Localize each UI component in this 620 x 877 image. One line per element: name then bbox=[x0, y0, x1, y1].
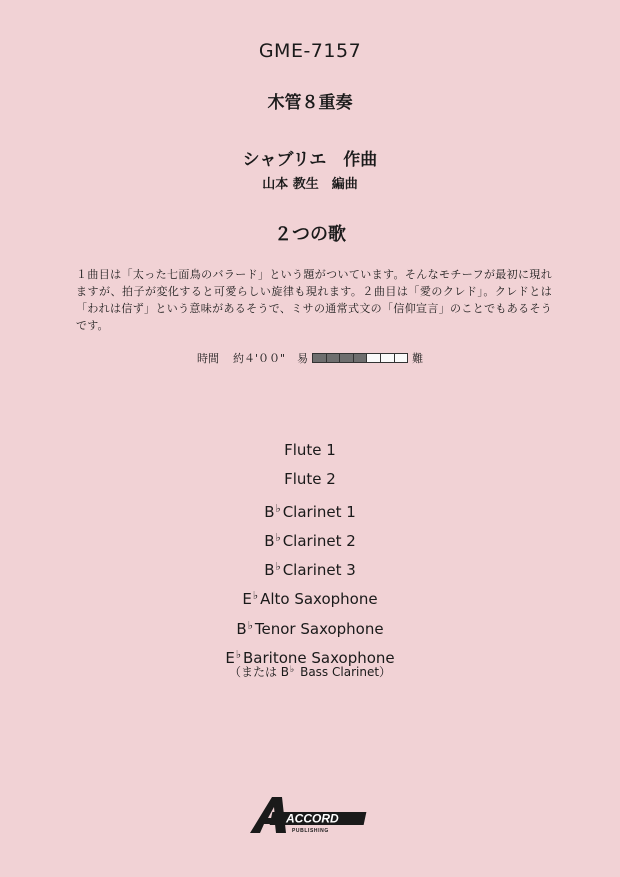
performance-info bbox=[197, 350, 423, 366]
flat-icon: ♭ bbox=[235, 648, 242, 662]
difficulty-segment bbox=[367, 354, 381, 362]
difficulty-segment bbox=[313, 354, 327, 362]
flat-icon: ♭ bbox=[252, 589, 259, 603]
note-instrument: Bass Clarinet bbox=[300, 665, 380, 679]
difficulty-segment bbox=[395, 354, 408, 362]
arranger-credit: 山本 教生 編曲 bbox=[262, 177, 358, 192]
instrument-key: B bbox=[264, 561, 275, 580]
accord-publishing-logo bbox=[246, 795, 374, 835]
instrument-item bbox=[0, 467, 620, 496]
instrument-name: Clarinet 3 bbox=[282, 561, 356, 580]
instrument-name: Clarinet 2 bbox=[282, 531, 356, 550]
instrument-item bbox=[0, 526, 620, 555]
description-text: １曲目は「太った七面鳥のバラード」という題がついています。そんなモチーフが最初に現れますが、拍子が変化すると可愛らしい旋律も現れます。２曲目は「愛のクレド」。クレドとは「われは信ず」という意味があるそうで、ミサの通常式文の「信仰宣言」のことでもあるそうです。 bbox=[76, 268, 552, 332]
instrument-key: E bbox=[225, 649, 235, 668]
instrument-key: B bbox=[264, 502, 275, 521]
note-suffix: ） bbox=[379, 665, 392, 679]
composer-credit: シャブリエ 作曲 bbox=[242, 150, 378, 170]
difficulty-segment bbox=[354, 354, 368, 362]
instrument-key: B bbox=[264, 531, 275, 550]
instrument-name: Baritone Saxophone bbox=[243, 649, 395, 668]
instrument-item bbox=[0, 614, 620, 643]
note-prefix: （または bbox=[228, 665, 277, 679]
instrument-name: Tenor Saxophone bbox=[254, 619, 384, 638]
flat-icon: ♭ bbox=[275, 501, 281, 515]
flat-icon: ♭ bbox=[247, 618, 253, 632]
logo-text: ACCORD bbox=[286, 811, 339, 826]
instrument-alternative-note bbox=[0, 663, 620, 680]
flat-icon: ♭ bbox=[290, 665, 295, 675]
instrument-key: E bbox=[242, 590, 252, 609]
note-key: B bbox=[280, 665, 290, 679]
flat-icon: ♭ bbox=[275, 560, 281, 574]
logo-subtext: PUBLISHING bbox=[292, 828, 329, 834]
instrument-item bbox=[0, 584, 620, 613]
difficulty-meter bbox=[312, 353, 408, 363]
difficulty-segment bbox=[381, 354, 395, 362]
instrument-item bbox=[0, 438, 620, 467]
ensemble-type: 木管８重奏 bbox=[267, 93, 353, 113]
difficulty-segment bbox=[340, 354, 354, 362]
instrument-name: Flute 1 bbox=[284, 441, 336, 459]
instrument-name: Clarinet 1 bbox=[282, 502, 356, 521]
duration-value: 約４'００" bbox=[233, 352, 286, 365]
hard-label: 難 bbox=[412, 352, 424, 365]
instrument-item bbox=[0, 555, 620, 584]
instrument-item bbox=[0, 497, 620, 526]
flat-icon: ♭ bbox=[275, 530, 281, 544]
catalog-code: GME-7157 bbox=[258, 40, 362, 62]
easy-label: 易 bbox=[297, 352, 309, 365]
instrument-key: B bbox=[236, 619, 247, 638]
piece-title: ２つの歌 bbox=[274, 224, 346, 245]
instrument-name: Flute 2 bbox=[284, 470, 336, 489]
instrumentation-list bbox=[0, 438, 620, 672]
time-label: 時間 bbox=[197, 352, 219, 365]
difficulty-segment bbox=[327, 354, 341, 362]
instrument-name: Alto Saxophone bbox=[260, 590, 378, 609]
